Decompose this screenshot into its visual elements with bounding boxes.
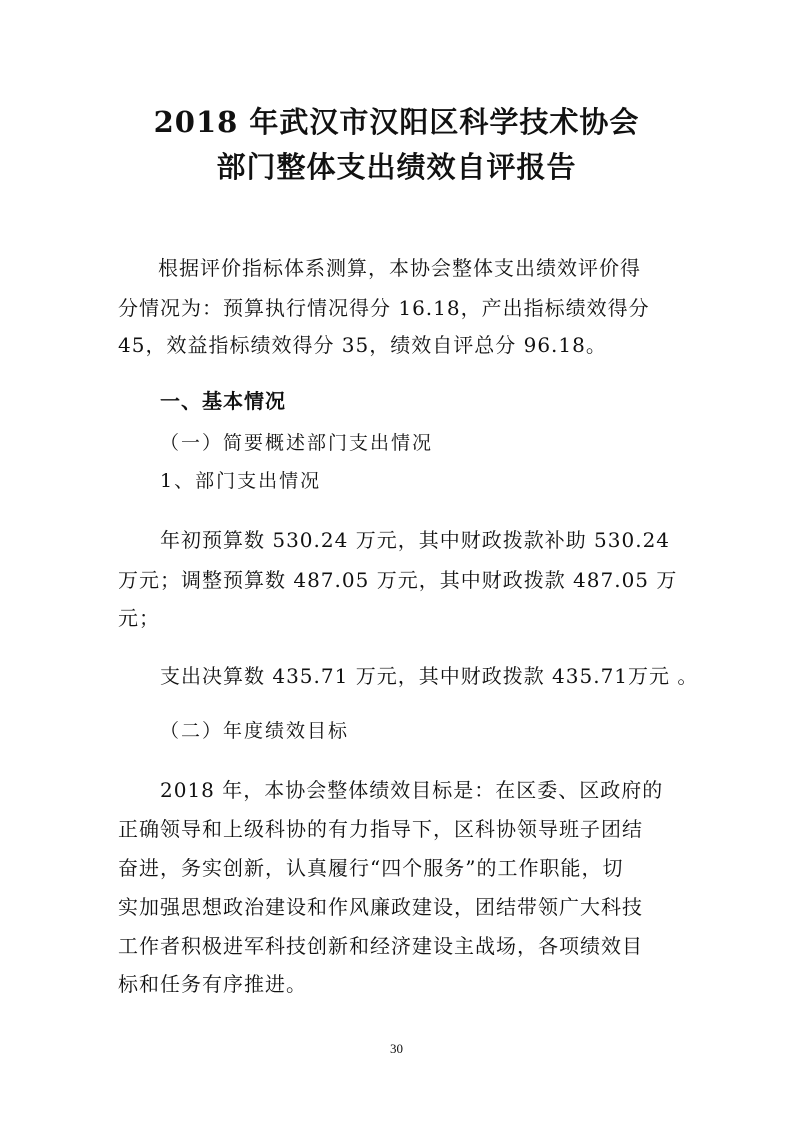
page-number: 30 xyxy=(390,1041,403,1056)
goals-line-2: 正确领导和上级科协的有力指导下，区科协领导班子团结 xyxy=(118,817,643,841)
goals-line-6: 标和任务有序推进。 xyxy=(118,972,307,996)
summary-line-1: 根据评价指标体系测算，本协会整体支出绩效评价得 xyxy=(158,256,641,280)
goals-line-3: 奋进，务实创新，认真履行“四个服务”的工作职能，切 xyxy=(118,856,624,880)
budget-line-3: 元； xyxy=(118,606,160,630)
goals-line-1: 2018 年，本协会整体绩效目标是：在区委、区政府的 xyxy=(160,778,664,802)
summary-line-2: 分情况为：预算执行情况得分 16.18，产出指标绩效得分 xyxy=(118,296,650,320)
goals-line-4: 实加强思想政治建设和作风廉政建设，团结带领广大科技 xyxy=(118,895,643,919)
report-title-line-2: 部门整体支出绩效自评报告 xyxy=(216,150,577,184)
summary-line-3: 45，效益指标绩效得分 35，绩效自评总分 96.18。 xyxy=(118,333,607,357)
report-title-line-1: 2018 年武汉市汉阳区科学技术协会 xyxy=(153,105,640,139)
item-heading-expenditure: 1、部门支出情况 xyxy=(160,470,322,492)
expense-line: 支出决算数 435.71 万元，其中财政拨款 435.71万元 。 xyxy=(160,664,699,688)
section-heading-basic-info: 一、基本情况 xyxy=(160,389,286,413)
goals-line-5: 工作者积极进军科技创新和经济建设主战场，各项绩效目 xyxy=(118,934,643,958)
subsection-heading-expenditure-overview: （一）简要概述部门支出情况 xyxy=(160,432,434,454)
budget-line-2: 万元；调整预算数 487.05 万元，其中财政拨款 487.05 万 xyxy=(118,568,678,592)
budget-line-1: 年初预算数 530.24 万元，其中财政拨款补助 530.24 xyxy=(160,528,671,552)
subsection-heading-annual-goals: （二）年度绩效目标 xyxy=(160,720,350,742)
